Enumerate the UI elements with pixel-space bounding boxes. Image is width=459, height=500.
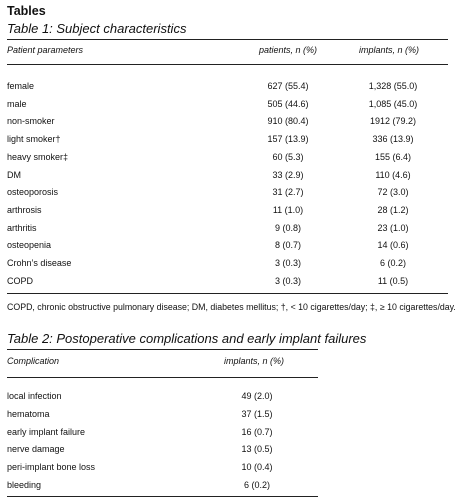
row-patients: 910 (80.4) <box>267 116 309 127</box>
row-label: early implant failure <box>7 426 86 437</box>
row-implants: 72 (3.0) <box>377 187 409 198</box>
row-label: non-smoker <box>7 116 55 127</box>
row-implants: 1,085 (45.0) <box>368 98 418 109</box>
row-patients: 157 (13.9) <box>267 134 309 145</box>
row-implants: 13 (0.5) <box>241 444 273 455</box>
row-patients: 8 (0.7) <box>274 240 301 251</box>
row-implants: 6 (0.2) <box>243 480 270 490</box>
row-implants: 155 (6.4) <box>374 151 412 162</box>
table1-body <box>0 78 459 293</box>
row-implants: 1912 (79.2) <box>369 116 417 127</box>
row-implants: 11 (0.5) <box>377 275 409 286</box>
row-label: male <box>7 98 27 109</box>
row-label: Crohn’s disease <box>7 258 72 268</box>
row-label: nerve damage <box>7 444 65 455</box>
row-implants: 16 (0.7) <box>241 426 273 437</box>
table1-caption: Table 1: Subject characteristics <box>7 21 187 36</box>
row-patients: 60 (5.3) <box>272 151 304 162</box>
table2-header-complication: Complication <box>7 356 60 366</box>
row-patients: 31 (2.7) <box>272 187 304 198</box>
row-patients: 9 (0.8) <box>274 222 301 233</box>
row-label: light smoker† <box>7 134 61 145</box>
row-label: hematoma <box>7 408 50 419</box>
table2-header-rule <box>7 377 318 378</box>
row-patients: 33 (2.9) <box>272 169 304 180</box>
row-patients: 11 (1.0) <box>272 204 304 215</box>
table2-body <box>0 388 459 494</box>
row-label: heavy smoker‡ <box>7 151 69 162</box>
table2-top-rule <box>7 349 318 350</box>
row-implants: 6 (0.2) <box>379 258 406 268</box>
table2-header-implants: implants, n (%) <box>223 356 285 366</box>
table1-footnote: COPD, chronic obstructive pulmonary disease; DM, diabetes mellitus; †, < 10 cigarettes/day; ‡, ≥ 10 cigarettes/day. <box>7 302 456 312</box>
row-implants: 14 (0.6) <box>377 240 409 251</box>
table1-top-rule <box>7 39 448 40</box>
row-implants: 28 (1.2) <box>377 204 409 215</box>
table1-header-rule <box>7 64 448 65</box>
row-label: osteopenia <box>7 240 52 251</box>
table1-header-patients: patients, n (%) <box>258 45 318 55</box>
row-patients: 505 (44.6) <box>267 98 309 109</box>
row-implants: 336 (13.9) <box>372 134 414 145</box>
row-implants: 10 (0.4) <box>241 462 273 473</box>
table2-bottom-rule <box>7 496 318 497</box>
table1-header-implants: implants, n (%) <box>358 45 420 55</box>
row-label: arthrosis <box>7 204 42 215</box>
row-implants: 1,328 (55.0) <box>368 81 418 91</box>
row-label: COPD <box>7 275 34 286</box>
row-label: peri-implant bone loss <box>7 462 96 473</box>
row-label: bleeding <box>7 480 42 490</box>
row-implants: 110 (4.6) <box>375 169 411 180</box>
row-label: osteoporosis <box>7 187 59 198</box>
row-implants: 23 (1.0) <box>377 222 409 233</box>
table2-caption: Table 2: Postoperative complications and early implant failures <box>7 331 367 346</box>
row-patients: 3 (0.3) <box>274 258 301 268</box>
table1-header-parameters: Patient parameters <box>7 45 84 55</box>
row-label: arthritis <box>7 222 37 233</box>
table1-bottom-rule <box>7 293 448 294</box>
row-label: female <box>7 81 35 91</box>
row-label: local infection <box>7 391 62 401</box>
row-patients: 627 (55.4) <box>267 81 309 91</box>
row-label: DM <box>7 169 21 180</box>
row-implants: 49 (2.0) <box>241 391 273 401</box>
row-implants: 37 (1.5) <box>241 408 273 419</box>
row-patients: 3 (0.3) <box>274 275 301 286</box>
section-heading: Tables <box>7 4 46 18</box>
